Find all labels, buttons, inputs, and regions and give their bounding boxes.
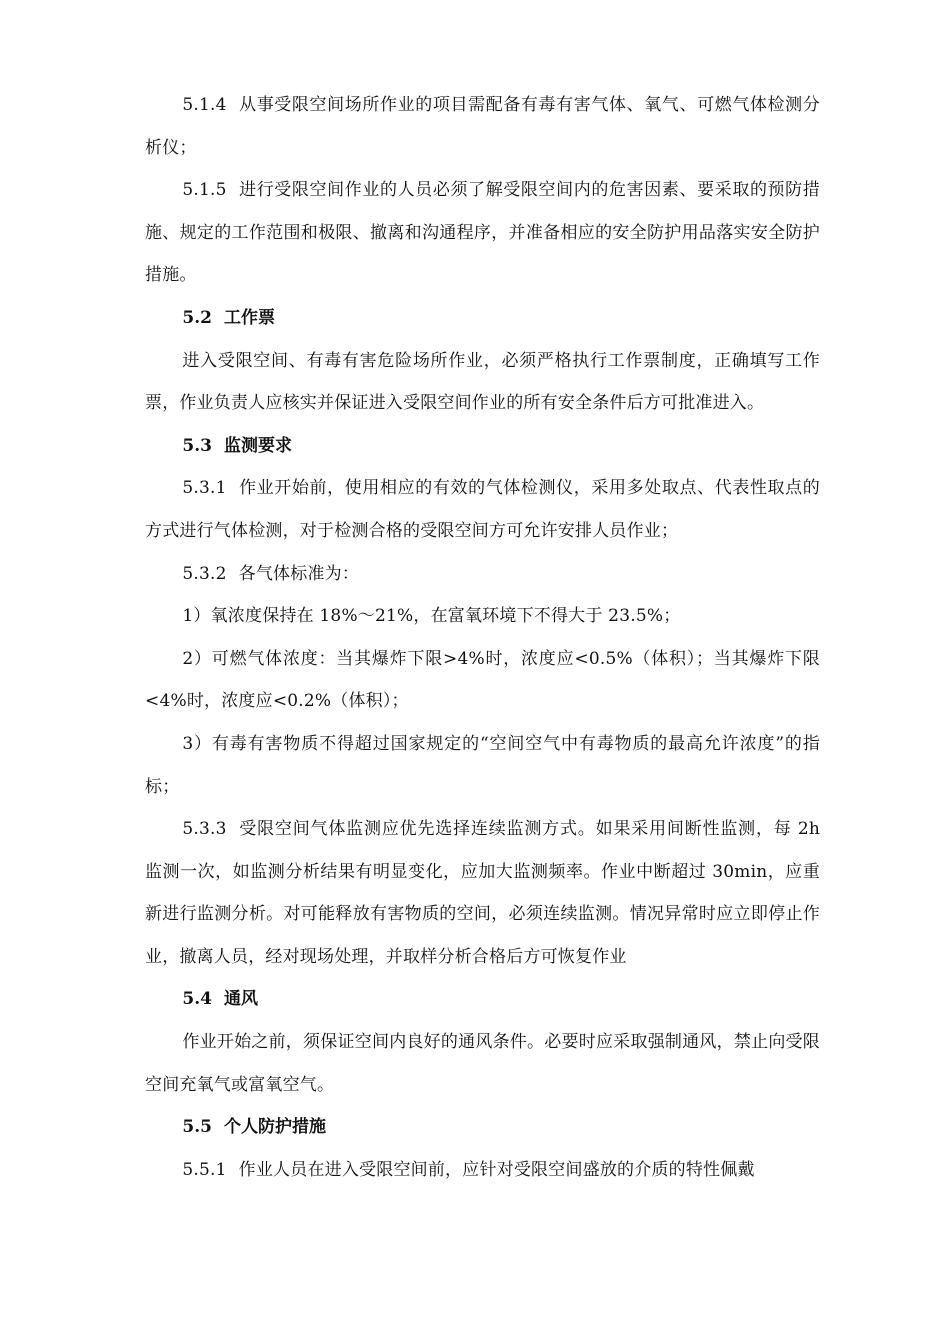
clause-text: 作业开始前，使用相应的有效的气体检测仪，采用多处取点、代表性取点的方式进行气体检测，对于检测合格的受限空间方可允许安排人员作业； xyxy=(145,478,820,541)
clause-5-1-5 xyxy=(145,169,820,297)
section-number: 5.2 xyxy=(182,307,212,328)
section-heading-5-2 xyxy=(145,297,820,340)
document-page xyxy=(145,84,820,1191)
clause-text: 作业人员在进入受限空间前，应针对受限空间盛放的介质的特性佩戴 xyxy=(238,1159,755,1180)
clause-number: 5.1.5 xyxy=(182,180,227,201)
section-title: 工作票 xyxy=(223,307,275,328)
section-heading-5-4 xyxy=(145,978,820,1021)
gas-standard-item-2 xyxy=(145,638,820,723)
gas-standard-item-1 xyxy=(145,595,820,638)
section-number: 5.3 xyxy=(182,435,212,456)
section-heading-5-5 xyxy=(145,1106,820,1149)
clause-5-3-3 xyxy=(145,808,820,978)
section-number: 5.4 xyxy=(182,989,212,1010)
section-title: 通风 xyxy=(223,989,258,1010)
clause-5-1-4 xyxy=(145,84,820,169)
clause-text: 从事受限空间场所作业的项目需配备有毒有害气体、氧气、可燃气体检测分析仪； xyxy=(145,95,820,158)
clause-text: 进行受限空间作业的人员必须了解受限空间内的危害因素、要采取的预防措施、规定的工作范围和极限、撤离和沟通程序，并准备相应的安全防护用品落实安全防护措施。 xyxy=(145,180,820,286)
paragraph-text: 作业开始之前，须保证空间内良好的通风条件。必要时应采取强制通风，禁止向受限空间充氧气或富氧空气。 xyxy=(145,1032,820,1095)
list-item-text: 1）氧浓度保持在 18%～21%，在富氧环境下不得大于 23.5%； xyxy=(182,606,681,627)
clause-text: 受限空间气体监测应优先选择连续监测方式。如果采用间断性监测，每 2h 监测一次，如监测分析结果有明显变化，应加大监测频率。作业中断超过 30min，应重新进行监测分析。对可能释放有害物质的空间，必须连续监测。情况异常时应立即停止作业，撤离人员，经对现场处理，并取样分析合格后方可恢复作业 xyxy=(145,819,820,967)
work-ticket-paragraph xyxy=(145,340,820,425)
list-item-text: 3）有毒有害物质不得超过国家规定的“空间空气中有毒物质的最高允许浓度”的指标； xyxy=(145,733,820,797)
clause-number: 5.3.1 xyxy=(182,478,227,499)
section-heading-5-3 xyxy=(145,425,820,468)
paragraph-text: 进入受限空间、有毒有害危险场所作业，必须严格执行工作票制度，正确填写工作票，作业负责人应核实并保证进入受限空间作业的所有安全条件后方可批准进入。 xyxy=(145,350,820,414)
ventilation-paragraph xyxy=(145,1021,820,1106)
clause-text: 各气体标准为： xyxy=(238,563,360,584)
clause-5-3-2 xyxy=(145,553,820,596)
clause-number: 5.3.3 xyxy=(182,819,227,840)
clause-number: 5.3.2 xyxy=(182,563,227,584)
gas-standard-item-3 xyxy=(145,723,820,808)
section-title: 个人防护措施 xyxy=(223,1117,326,1138)
clause-number: 5.5.1 xyxy=(182,1159,227,1180)
section-title: 监测要求 xyxy=(223,435,292,456)
list-item-text: 2）可燃气体浓度：当其爆炸下限>4%时，浓度应<0.5%（体积）；当其爆炸下限<4%时，浓度应<0.2%（体积）； xyxy=(145,648,820,712)
clause-5-3-1 xyxy=(145,467,820,552)
section-number: 5.5 xyxy=(182,1117,212,1138)
clause-5-5-1 xyxy=(145,1149,820,1192)
clause-number: 5.1.4 xyxy=(182,95,227,115)
